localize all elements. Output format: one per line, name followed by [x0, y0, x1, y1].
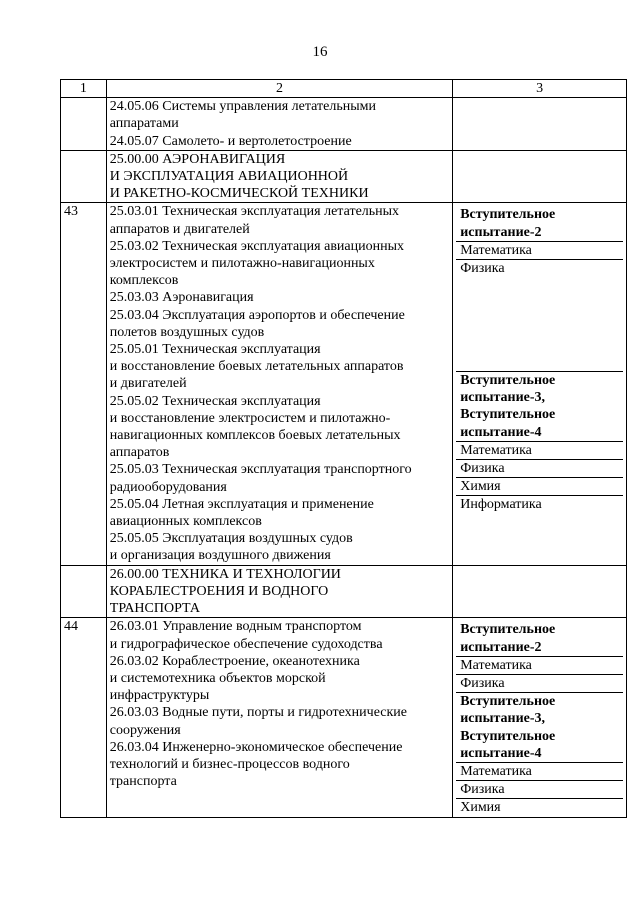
- program-line: и системотехника объектов морской: [109, 670, 326, 686]
- program-line: 25.05.03 Техническая эксплуатация транспортного: [109, 462, 412, 478]
- heading-line: КОРАБЛЕСТРОЕНИЯ И ВОДНОГО: [109, 583, 329, 599]
- exams-cell: [453, 203, 627, 565]
- program-line: 25.05.04 Летная эксплуатация и применение: [109, 496, 374, 512]
- program-line: 26.03.03 Водные пути, порты и гидротехнические: [109, 705, 407, 721]
- heading-line: И РАКЕТНО-КОСМИЧЕСКОЙ ТЕХНИКИ: [109, 186, 369, 202]
- program-line: электросистем и пилотажно-навигационных: [109, 256, 375, 272]
- subject-item: Математика: [456, 442, 623, 460]
- program-line: и восстановление электросистем и пилотажно-: [109, 410, 391, 426]
- program-line: 25.03.03 Аэронавигация: [109, 290, 254, 306]
- program-line: и двигателей: [109, 376, 187, 392]
- table-row: [61, 203, 627, 565]
- program-line: и гидрографическое обеспечение судоходства: [109, 636, 383, 652]
- program-line: технологий и бизнес-процессов водного: [109, 756, 350, 772]
- program-line: аппаратов и двигателей: [109, 221, 250, 237]
- program-line: и организация воздушного движения: [109, 548, 331, 564]
- program-line: 25.03.01 Техническая эксплуатация летательных: [109, 204, 400, 220]
- column-header: 1: [61, 80, 107, 98]
- subject-item: Физика: [456, 460, 623, 478]
- subject-item: Математика: [456, 763, 623, 781]
- exam-title: [456, 618, 623, 656]
- exam-title: [456, 203, 623, 241]
- program-line: полетов воздушных судов: [109, 324, 265, 340]
- program-line: сооружения: [109, 722, 181, 738]
- row-number-cell: 44: [61, 618, 107, 817]
- program-line: 25.03.02 Техническая эксплуатация авиационных: [109, 238, 405, 254]
- program-line: комплексов: [109, 273, 179, 289]
- admission-table: [60, 79, 627, 818]
- program-line: 26.03.04 Инженерно-экономическое обеспечение: [109, 739, 403, 755]
- program-line: навигационных комплексов боевых летательных: [109, 428, 401, 444]
- subject-item: Математика: [456, 657, 623, 675]
- exams-cell: [453, 98, 627, 151]
- subject-item: Химия: [460, 800, 501, 816]
- exam-title-line: испытание-2: [460, 639, 542, 655]
- exam-title-line: Вступительное: [460, 622, 556, 638]
- exam-title: [456, 693, 623, 763]
- heading-line: И ЭКСПЛУАТАЦИЯ АВИАЦИОННОЙ: [109, 169, 349, 185]
- programs-cell: [106, 618, 452, 817]
- group-heading: [106, 150, 452, 203]
- heading-line: 25.00.00 АЭРОНАВИГАЦИЯ: [109, 151, 286, 167]
- group-heading-row: [61, 150, 627, 203]
- subject-item: Физика: [456, 781, 623, 799]
- exams-cell: [453, 618, 627, 817]
- program-line: 26.03.02 Кораблестроение, океанотехника: [109, 653, 360, 669]
- programs-cell: [106, 98, 452, 151]
- exam-title-line: испытание-3,: [460, 390, 546, 406]
- exam-title-line: Вступительное: [460, 207, 556, 223]
- exam-title-line: Вступительное: [460, 407, 556, 423]
- program-line: 24.05.07 Самолето- и вертолетостроение: [109, 133, 352, 149]
- page-number: 16: [312, 44, 328, 60]
- program-line: 25.03.04 Эксплуатация аэропортов и обеспечение: [109, 307, 405, 323]
- program-line: транспорта: [109, 774, 177, 790]
- program-line: инфраструктуры: [109, 688, 210, 704]
- subject-item: Информатика: [460, 497, 542, 513]
- row-number-cell: 43: [61, 203, 107, 565]
- program-line: авиационных комплексов: [109, 514, 262, 530]
- heading-line: ТРАНСПОРТА: [109, 601, 201, 617]
- subject-item: Физика: [456, 260, 623, 372]
- program-line: радиооборудования: [109, 479, 227, 495]
- exam-title-line: испытание-3,: [460, 711, 546, 727]
- exam-title-line: Вступительное: [460, 694, 556, 710]
- exam-title-line: испытание-2: [460, 224, 542, 240]
- program-line: 25.05.05 Эксплуатация воздушных судов: [109, 531, 353, 547]
- program-line: аппаратами: [109, 116, 179, 132]
- exam-title-line: испытание-4: [460, 745, 542, 761]
- program-line: 26.03.01 Управление водным транспортом: [109, 619, 362, 635]
- exam-title: [456, 372, 623, 442]
- table-row: [61, 98, 627, 151]
- program-line: 25.05.01 Техническая эксплуатация: [109, 342, 321, 358]
- program-line: 25.05.02 Техническая эксплуатация: [109, 393, 321, 409]
- table-row: [61, 618, 627, 817]
- program-line: 24.05.06 Системы управления летательными: [109, 99, 376, 115]
- heading-line: 26.00.00 ТЕХНИКА И ТЕХНОЛОГИИ: [109, 566, 341, 582]
- column-header: 2: [106, 80, 452, 98]
- table-header-row: [61, 80, 627, 98]
- exam-title-line: Вступительное: [460, 728, 556, 744]
- program-line: и восстановление боевых летательных аппаратов: [109, 359, 404, 375]
- group-heading-row: [61, 565, 627, 618]
- group-heading: [106, 565, 452, 618]
- exam-title-line: Вступительное: [460, 373, 556, 389]
- subject-item: Математика: [456, 242, 623, 260]
- subject-item: Физика: [456, 675, 623, 693]
- row-number-cell: [61, 98, 107, 151]
- subject-item: Химия: [456, 478, 623, 496]
- program-line: аппаратов: [109, 445, 170, 461]
- column-header: 3: [453, 80, 627, 98]
- programs-cell: [106, 203, 452, 565]
- exam-title-line: испытание-4: [460, 424, 542, 440]
